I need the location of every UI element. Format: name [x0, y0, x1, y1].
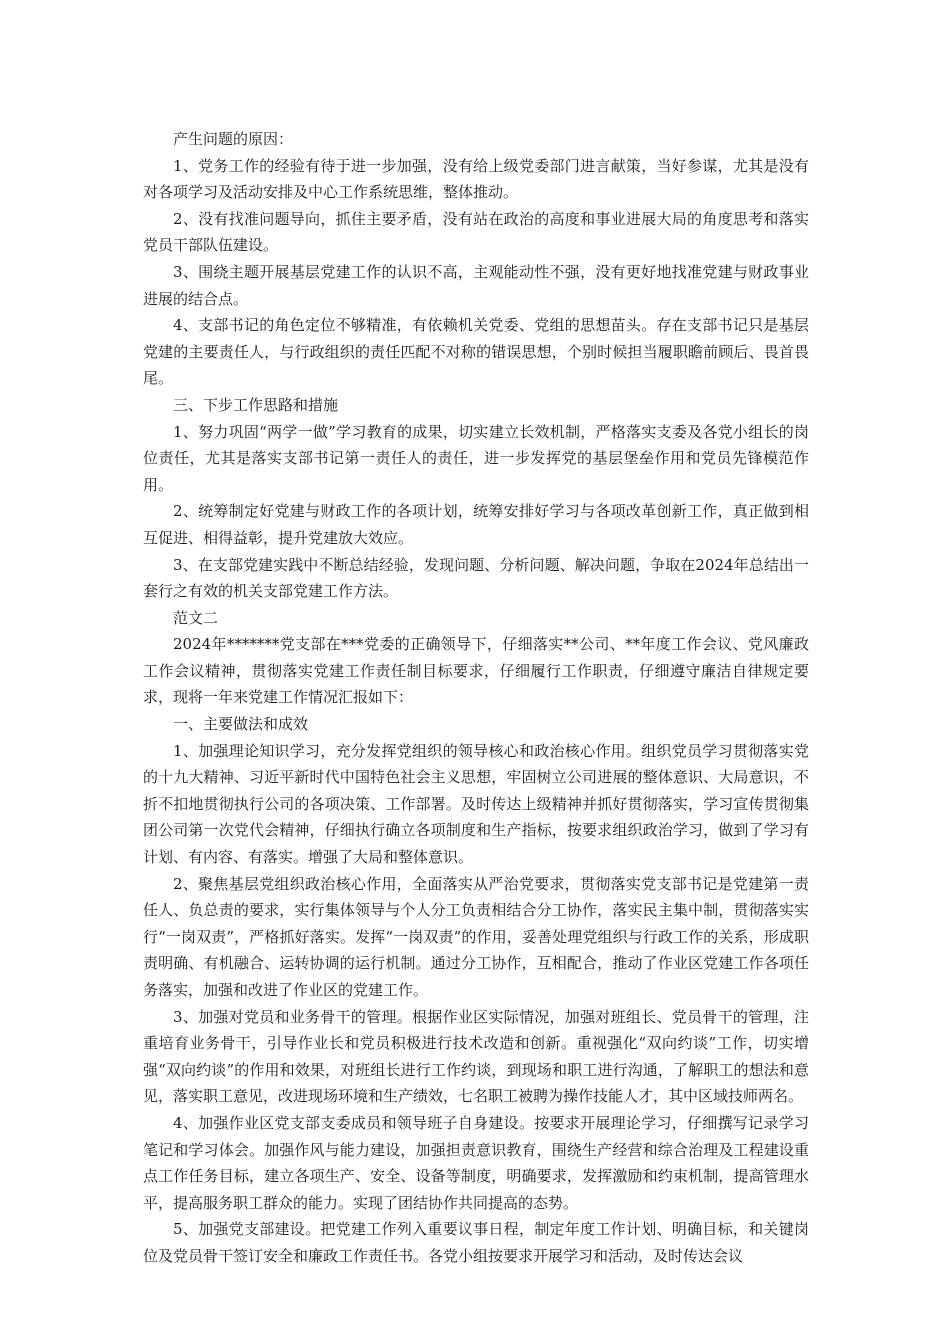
section-heading-main-practices: 一、主要做法和成效 [173, 715, 309, 734]
paragraph: 5、加强党支部建设。把党建工作列入重要议事日程，制定年度工作计划、明确目标，和关键岗位及党员骨干签订安全和廉政工作责任书。各党小组按要求开展学习和活动，及时传达会议 [143, 1220, 809, 1265]
paragraph: 3、加强对党员和业务骨干的管理。根据作业区实际情况，加强对班组长、党员骨干的管理，注重培育业务骨干，引导作业长和党员积极进行技术改造和创新。重视强化“双向约谈”工作，切实增强“双向约谈”的作用和效果，对班组长进行工作约谈，到现场和职工进行沟通，了解职工的想法和意见，落实职工意见，改进现场环境和生产绩效，七名职工被聘为操作技能人才，其中区域技师两名。 [143, 1007, 809, 1106]
paragraph: 4、加强作业区党支部支委成员和领导班子自身建设。按要求开展理论学习，仔细撰写记录学习笔记和学习体会。加强作风与能力建设，加强担责意识教育，围绕生产经营和综合治理及工程建设重点工作任务目标，建立各项生产、安全、设备等制度，明确要求，发挥激励和约束机制，提高管理水平，提高服务职工群众的能力。实现了团结协作共同提高的态势。 [143, 1113, 809, 1212]
paragraph: 4、支部书记的角色定位不够精准，有依赖机关党委、党组的思想苗头。存在支部书记只是基层党建的主要责任人，与行政组织的责任匹配不对称的错误思想，个别时候担当履职瞻前顾后、畏首畏尾。 [143, 316, 809, 388]
paragraph: 2024年*******党支部在***党委的正确领导下，仔细落实**公司、**年度工作会议、党风廉政工作会议精神，贯彻落实党建工作责任制目标要求，仔细履行工作职责，仔细遵守廉洁自律规定要求，现将一年来党建工作情况汇报如下： [143, 635, 809, 707]
paragraph: 2、统筹制定好党建与财政工作的各项计划，统筹安排好学习与各项改革创新工作，真正做到相互促进、相得益彰，提升党建放大效应。 [143, 502, 809, 547]
paragraph: 1、加强理论知识学习，充分发挥党组织的领导核心和政治核心作用。组织党员学习贯彻落实党的十九大精神、习近平新时代中国特色社会主义思想，牢固树立公司进展的整体意识、大局意识，不折不扣地贯彻执行公司的各项决策、工作部署。及时传达上级精神并抓好贯彻落实，学习宣传贯彻集团公司第一次党代会精神，仔细执行确立各项制度和生产指标，按要求组织政治学习，做到了学习有计划、有内容、有落实。增强了大局和整体意识。 [143, 741, 809, 867]
section-heading-next-steps: 三、下步工作思路和措施 [173, 395, 339, 414]
document-body [143, 126, 809, 1270]
paragraph: 1、努力巩固“两学一做”学习教育的成果，切实建立长效机制，严格落实支委及各党小组长的岗位责任，尤其是落实支部书记第一责任人的责任，进一步发挥党的基层堡垒作用和党员先锋模范作用。 [143, 422, 809, 494]
paragraph: 2、聚焦基层党组织政治核心作用，全面落实从严治党要求，贯彻落实党支部书记是党建第一责任人、负总责的要求，实行集体领导与个人分工负责相结合分工协作，落实民主集中制，贯彻落实实行“一岗双责”，严格抓好落实。发挥“一岗双责”的作用，妥善处理党组织与行政工作的关系，形成职责明确、有机融合、运转协调的运行机制。通过分工协作，互相配合，推动了作业区党建工作各项任务落实，加强和改进了作业区的党建工作。 [143, 874, 809, 999]
paragraph: 1、党务工作的经验有待于进一步加强，没有给上级党委部门进言献策，当好参谋，尤其是没有对各项学习及活动安排及中心工作系统思维，整体推动。 [143, 156, 809, 202]
section-heading-sample-two: 范文二 [173, 608, 219, 627]
paragraph-heading-causes: 产生问题的原因： [173, 130, 294, 148]
paragraph: 3、围绕主题开展基层党建工作的认识不高，主观能动性不强，没有更好地找准党建与财政事业进展的结合点。 [143, 262, 809, 308]
paragraph: 2、没有找准问题导向，抓住主要矛盾，没有站在政治的高度和事业进展大局的角度思考和落实党员干部队伍建设。 [143, 209, 809, 255]
paragraph: 3、在支部党建实践中不断总结经验，发现问题、分析问题、解决问题，争取在2024年总结出一套行之有效的机关支部党建工作方法。 [143, 555, 809, 601]
